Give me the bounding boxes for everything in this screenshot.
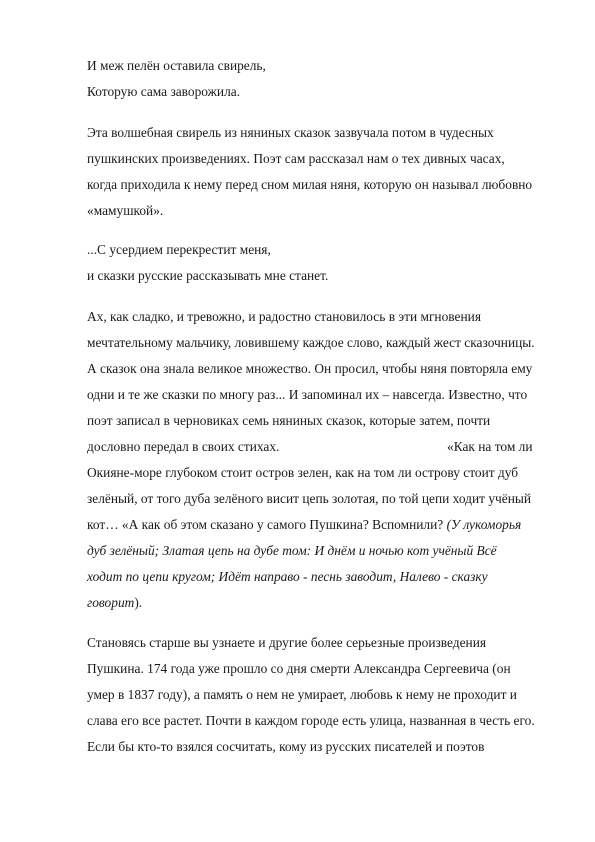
para3-line-3: умер в 1837 году), а память о нем не умирает, любовь к нему не проходит и — [87, 687, 517, 702]
para3-line-2: Пушкина. 174 года уже прошло со дня смерти Александра Сергеевича (он — [87, 661, 511, 676]
para2-line-8: зелёный, от того дуба зелёного висит цепь золотая, по той цепи ходит учёный — [87, 491, 532, 506]
para2-line-9a: кот… «А как об этом сказано у самого Пушкина? Вспомнили? — [87, 517, 447, 532]
para2-line-3: А сказок она знала великое множество. Он просил, чтобы няня повторяла ему — [87, 361, 533, 376]
para2-line-6a: дословно передал в своих стихах. — [87, 439, 280, 454]
para3-line-5: Если бы кто-то взялся сосчитать, кому из русских писателей и поэтов — [87, 739, 485, 754]
para1-line-1: Эта волшебная свирель из няниных сказок зазвучала потом в чудесных — [87, 125, 494, 140]
para1-line-2: пушкинских произведениях. Поэт сам рассказал нам о тех дивных часах, — [87, 151, 505, 166]
para2-line-10-italic: дуб зелёный; Златая цепь на дубе том: И днём и ночью кот учёный Всё — [87, 543, 497, 558]
para2-line-5: поэт записал в черновиках семь няниных сказок, которые затем, почти — [87, 413, 491, 428]
para3-line-4: слава его все растет. Почти в каждом городе есть улица, названная в честь его. — [87, 713, 535, 728]
poem2-line-2: и сказки русские рассказывать мне станет. — [87, 268, 329, 283]
para2-line-12b: ). — [134, 595, 143, 610]
para2-line-12a-italic: говорит — [87, 595, 135, 610]
para2-line-4: одни и те же сказки по многу раз... И запоминал их – навсегда. Известно, что — [87, 387, 528, 402]
para1-line-4: «мамушкой». — [87, 203, 164, 218]
poem2-line-1: ...С усердием перекрестит меня, — [87, 242, 271, 257]
para2-line-11-italic: ходит по цепи кругом; Идёт направо - песнь заводит, Налево - сказку — [87, 569, 488, 584]
para2-line-2: мечтательному мальчику, ловившему каждое слово, каждый жест сказочницы. — [87, 335, 535, 350]
poem1-line-2: Которую сама заворожила. — [87, 84, 241, 99]
para2-line-7: Окияне-море глубоком стоит остров зелен, как на том ли острову стоит дуб — [87, 465, 519, 480]
para1-line-3: когда приходила к нему перед сном милая няня, которую он называл любовно — [87, 177, 533, 192]
para2-line-9 — [87, 517, 521, 533]
poem1-line-1: И меж пелён оставила свирель, — [87, 58, 266, 73]
para2-line-1: Ах, как сладко, и тревожно, и радостно становилось в эти мгновения — [87, 309, 481, 324]
para2-line-12 — [87, 595, 142, 611]
para3-line-1: Становясь старше вы узнаете и другие более серьезные произведения — [87, 635, 487, 650]
para2-line-9b-italic: (У лукоморья — [446, 517, 522, 532]
para2-line-6b: «Как на том ли — [447, 439, 533, 454]
